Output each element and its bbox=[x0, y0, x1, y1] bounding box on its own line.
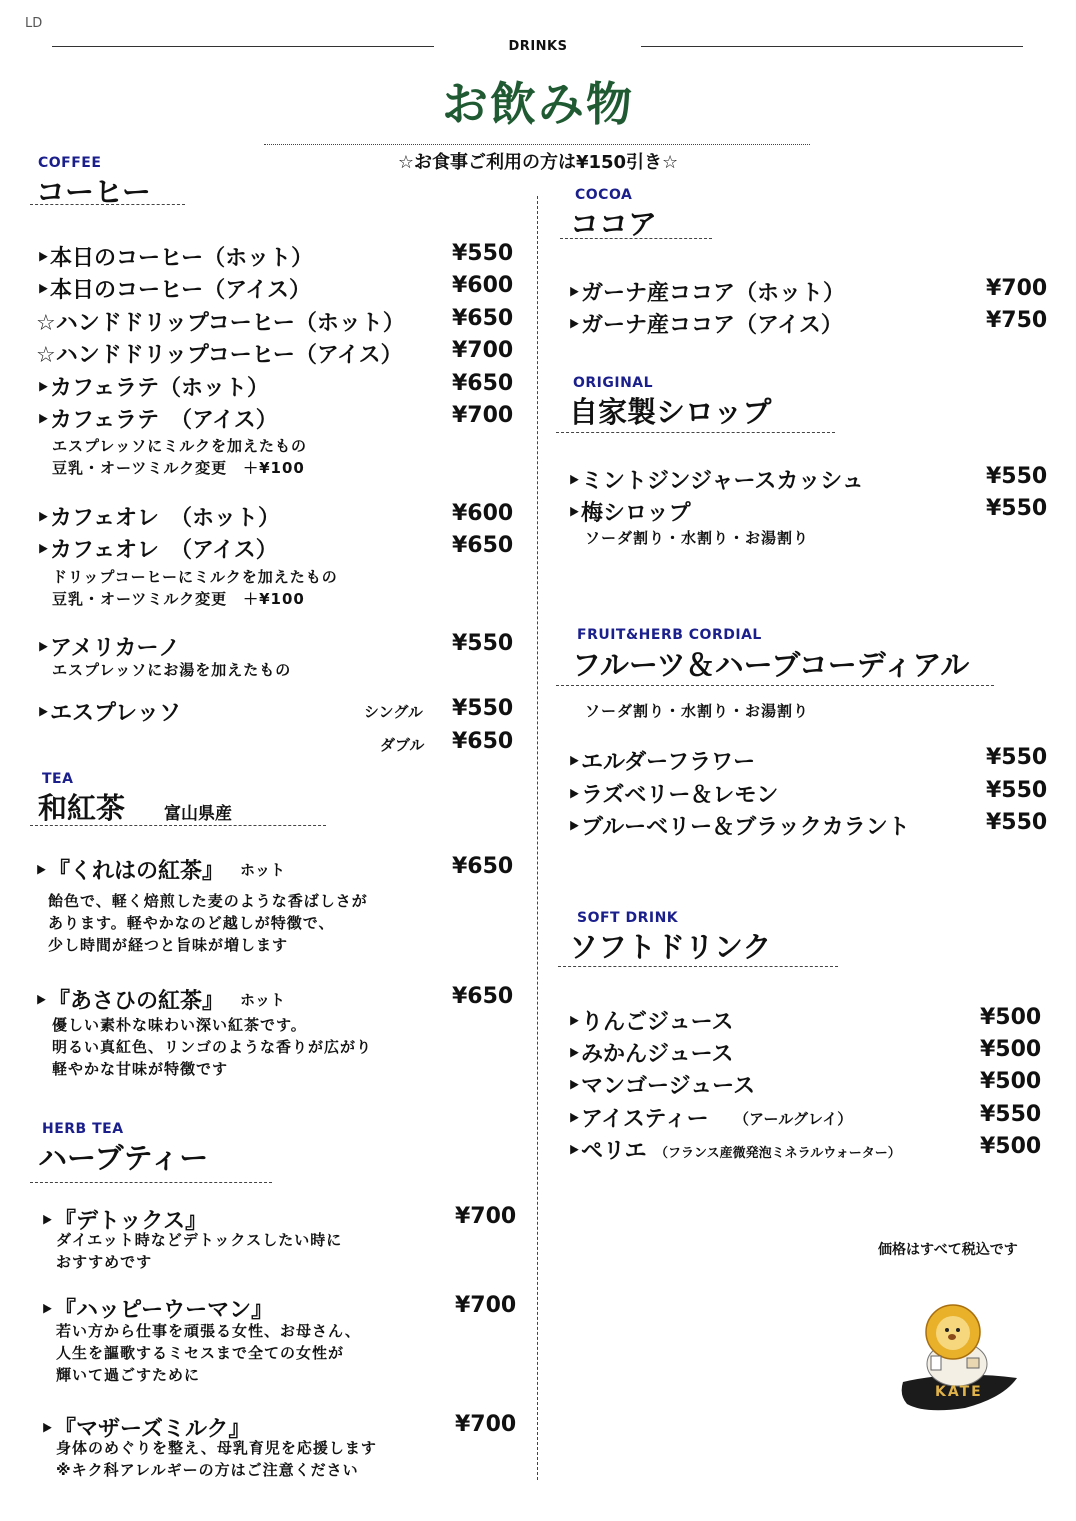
section-rule-cordial bbox=[556, 685, 994, 686]
section-en-syrup: ORIGINAL bbox=[573, 375, 654, 391]
section-rule-coffee bbox=[30, 204, 185, 205]
menu-item-name: ‣本日のコーヒー（アイス） bbox=[36, 278, 311, 303]
section-en-cordial: FRUIT&HERB CORDIAL bbox=[577, 627, 762, 643]
menu-item-name: ‣マンゴージュース bbox=[567, 1074, 756, 1099]
item-description: 優しい素朴な味わい深い紅茶です。 明るい真紅色、リンゴのような香りが広がり 軽やかな甘味が特徴です bbox=[52, 1016, 373, 1078]
discount-note: ☆お食事ご利用の方は¥150引き☆ bbox=[397, 152, 679, 173]
menu-item-price: ¥550 bbox=[452, 241, 514, 266]
menu-item-price: ¥600 bbox=[452, 501, 514, 526]
menu-item-price: ¥700 bbox=[455, 1412, 517, 1437]
menu-item-name: ‣『マザーズミルク』 bbox=[40, 1417, 251, 1442]
section-en-tea: TEA bbox=[42, 771, 74, 787]
menu-item-price: ¥700 bbox=[452, 338, 514, 363]
menu-item-price: ¥550 bbox=[452, 696, 514, 721]
menu-item-name: ‣カフェラテ（ホット） bbox=[36, 376, 269, 401]
page-title: お飲み物 bbox=[442, 77, 634, 131]
menu-item-name: ‣ミントジンジャースカッシュ bbox=[567, 469, 864, 494]
logo-text: KATE bbox=[935, 1384, 983, 1400]
column-divider bbox=[537, 196, 538, 1480]
item-note: ホット bbox=[240, 991, 286, 1009]
menu-item-name: ‣ガーナ産ココア（ホット） bbox=[567, 281, 846, 306]
syrup-options: ソーダ割り・水割り・お湯割り bbox=[585, 529, 810, 547]
menu-item-price: ¥550 bbox=[980, 1102, 1042, 1127]
corner-label: LD bbox=[25, 16, 43, 31]
menu-item-price: ¥500 bbox=[980, 1037, 1042, 1062]
section-title-tea: 和紅茶 bbox=[38, 791, 126, 825]
section-en-coffee: COFFEE bbox=[38, 155, 102, 171]
menu-item-price: ¥750 bbox=[986, 308, 1048, 333]
drinks-label: DRINKS bbox=[508, 39, 568, 54]
item-description: 身体のめぐりを整え、母乳育児を応援します ※キク科アレルギーの方はご注意ください bbox=[56, 1439, 377, 1479]
section-title-cocoa: ココア bbox=[570, 207, 658, 241]
menu-item-name: ‣カフェラテ （アイス） bbox=[36, 408, 278, 433]
section-title-coffee: コーヒー bbox=[36, 175, 151, 209]
menu-item-name: ‣ペリエ bbox=[567, 1139, 647, 1164]
item-description: ダイエット時などデトックスしたい時に おすすめです bbox=[56, 1231, 343, 1271]
menu-item-name: ‣ブルーベリー＆ブラックカラント bbox=[567, 815, 910, 840]
menu-item-price: ¥700 bbox=[455, 1293, 517, 1318]
title-rule bbox=[264, 144, 810, 145]
menu-item-name: ‣りんごジュース bbox=[567, 1010, 734, 1035]
menu-item-price: ¥650 bbox=[452, 729, 514, 754]
menu-item-price: ¥650 bbox=[452, 984, 514, 1009]
menu-item-price: ¥550 bbox=[452, 631, 514, 656]
item-description: 若い方から仕事を頑張る女性、お母さん、 人生を謳歌するミセスまで全ての女性が 輝いて過ごすために bbox=[56, 1322, 361, 1384]
menu-item-price: ¥500 bbox=[980, 1134, 1042, 1159]
item-note: （フランス産微発泡ミネラルウォーター） bbox=[655, 1146, 901, 1161]
menu-item-name: ‣アイスティー bbox=[567, 1107, 709, 1132]
tea-origin: 富山県産 bbox=[164, 804, 232, 824]
section-title-herb: ハーブティー bbox=[38, 1141, 209, 1175]
menu-item-name: ‣ラズベリー＆レモン bbox=[567, 783, 779, 808]
section-rule-syrup bbox=[556, 432, 835, 433]
menu-item-name: ‣『くれはの紅茶』 bbox=[34, 859, 225, 884]
section-rule-cocoa bbox=[560, 238, 712, 239]
menu-item-price: ¥550 bbox=[986, 745, 1048, 770]
menu-item-name: ‣エルダーフラワー bbox=[567, 750, 756, 775]
section-en-herb: HERB TEA bbox=[42, 1121, 124, 1137]
menu-item-price: ¥500 bbox=[980, 1005, 1042, 1030]
tax-note: 価格はすべて税込です bbox=[878, 1242, 1018, 1258]
menu-item-name: ‣カフェオレ （アイス） bbox=[36, 538, 278, 563]
menu-item-name: ‣アメリカーノ bbox=[36, 636, 181, 661]
section-title-soft: ソフトドリンク bbox=[569, 930, 772, 964]
section-rule-soft bbox=[558, 966, 838, 967]
menu-item-name: ‣エスプレッソ bbox=[36, 701, 181, 726]
menu-item-name: ‣ガーナ産ココア（アイス） bbox=[567, 313, 843, 338]
menu-item-price: ¥700 bbox=[986, 276, 1048, 301]
item-description: エスプレッソにミルクを加えたもの 豆乳・オーツミルク変更 ＋¥100 bbox=[52, 437, 307, 477]
menu-item-price: ¥650 bbox=[452, 854, 514, 879]
menu-item-price: ¥650 bbox=[452, 533, 514, 558]
section-rule-tea bbox=[30, 825, 326, 826]
menu-item-price: ¥550 bbox=[986, 810, 1048, 835]
espresso-double-label: ダブル bbox=[380, 736, 425, 754]
section-rule-herb bbox=[30, 1182, 272, 1183]
cordial-options: ソーダ割り・水割り・お湯割り bbox=[585, 702, 810, 720]
menu-item-price: ¥700 bbox=[455, 1204, 517, 1229]
section-title-cordial: フルーツ＆ハーブコーディアル bbox=[572, 648, 970, 682]
menu-item-name: ☆ハンドドリップコーヒー（ホット） bbox=[36, 311, 405, 336]
item-note: （アールグレイ） bbox=[734, 1110, 853, 1128]
menu-item-name: ‣『ハッピーウーマン』 bbox=[40, 1298, 274, 1323]
item-description: エスプレッソにお湯を加えたもの bbox=[52, 661, 292, 679]
section-en-cocoa: COCOA bbox=[575, 187, 633, 203]
menu-item-name: ‣『デトックス』 bbox=[40, 1209, 208, 1234]
kate-logo bbox=[895, 1300, 1025, 1415]
menu-item-price: ¥550 bbox=[986, 464, 1048, 489]
menu-item-price: ¥600 bbox=[452, 273, 514, 298]
section-en-soft: SOFT DRINK bbox=[577, 910, 679, 926]
menu-item-name: ‣梅シロップ bbox=[567, 501, 691, 526]
menu-item-price: ¥650 bbox=[452, 306, 514, 331]
item-note: ホット bbox=[240, 861, 286, 879]
menu-item-price: ¥550 bbox=[986, 496, 1048, 521]
section-title-syrup: 自家製シロップ bbox=[569, 395, 772, 429]
menu-item-name: ‣『あさひの紅茶』 bbox=[34, 989, 225, 1014]
menu-item-name: ☆ハンドドリップコーヒー（アイス） bbox=[36, 343, 403, 368]
espresso-single-label: シングル bbox=[364, 703, 423, 721]
menu-item-price: ¥500 bbox=[980, 1069, 1042, 1094]
item-description: 飴色で、軽く焙煎した麦のような香ばしさが あります。軽やかなのど越しが特徴で、 少し時間が経つと旨味が増します bbox=[48, 892, 368, 954]
menu-item-price: ¥550 bbox=[986, 778, 1048, 803]
item-description: ドリップコーヒーにミルクを加えたもの 豆乳・オーツミルク変更 ＋¥100 bbox=[52, 568, 338, 608]
menu-item-price: ¥700 bbox=[452, 403, 514, 428]
menu-item-price: ¥650 bbox=[452, 371, 514, 396]
menu-item-name: ‣カフェオレ （ホット） bbox=[36, 506, 280, 531]
menu-item-name: ‣みかんジュース bbox=[567, 1042, 734, 1067]
menu-item-name: ‣本日のコーヒー（ホット） bbox=[36, 246, 314, 271]
